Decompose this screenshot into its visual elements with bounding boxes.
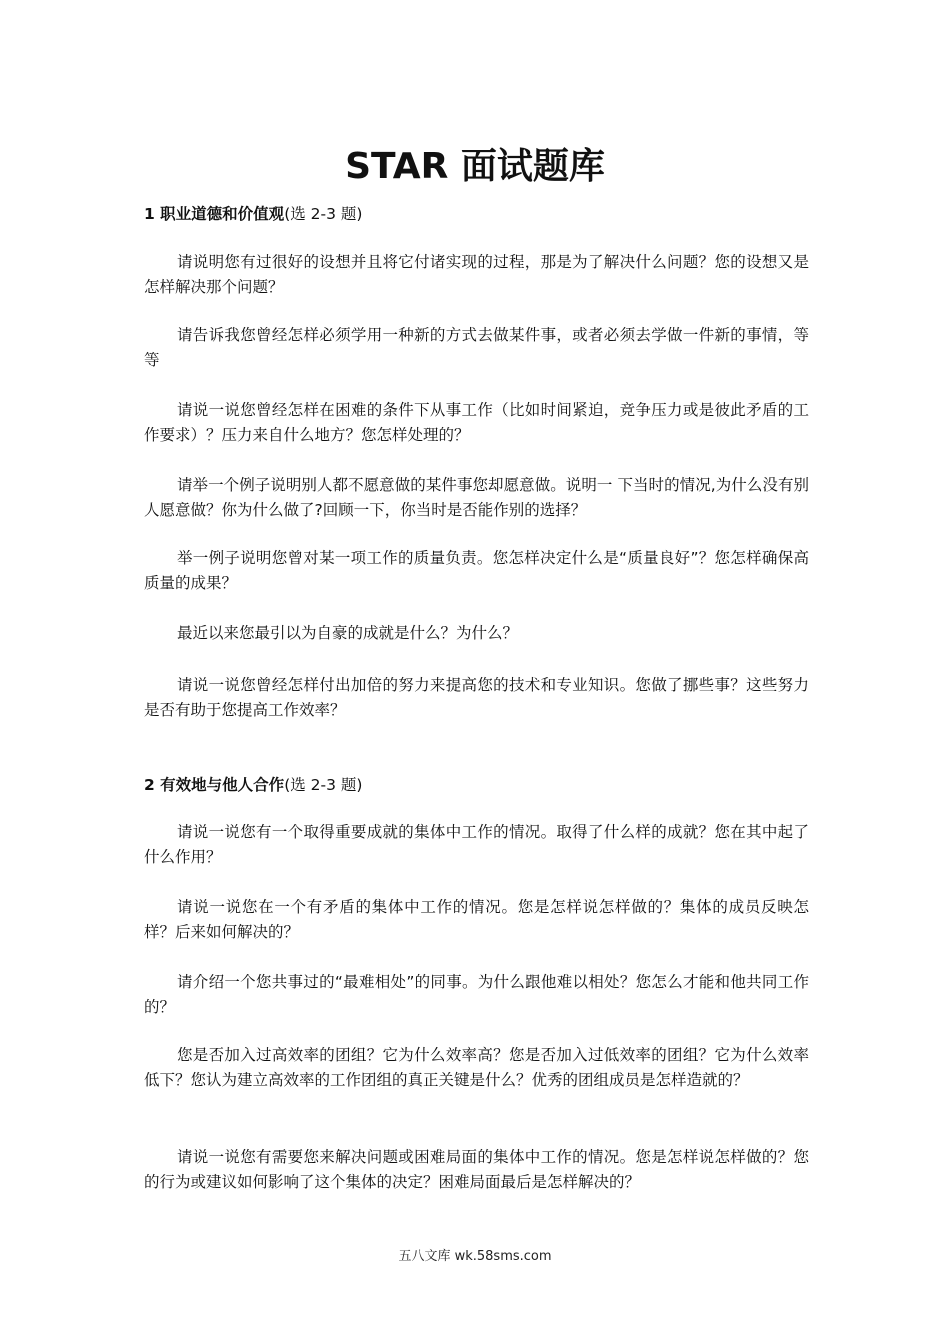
section-1-note: (选 2-3 题) xyxy=(284,205,363,223)
question-1-7: 请说一说您曾经怎样付出加倍的努力来提高您的技术和专业知识。您做了挪些事？这些努力是否有助于您提高工作效率？ xyxy=(144,676,809,719)
page-title: STAR 面试题库 xyxy=(345,146,605,187)
question-1-3: 请说一说您曾经怎样在困难的条件下从事工作（比如时间紧迫，竞争压力或是彼此矛盾的工作要求）？压力来自什么地方？您怎样处理的？ xyxy=(144,401,809,444)
section-2-heading xyxy=(144,773,362,795)
question-2-3: 请介绍一个您共事过的“最难相处”的同事。为什么跟他难以相处？您怎么才能和他共同工作的？ xyxy=(144,973,809,1016)
question-2-5: 请说一说您有需要您来解决问题或困难局面的集体中工作的情况。您是怎样说怎样做的？您的行为或建议如何影响了这个集体的决定？困难局面最后是怎样解决的？ xyxy=(144,1148,809,1191)
question-1-4: 请举一个例子说明别人都不愿意做的某件事您却愿意做。说明一 下当时的情况,为什么没有别人愿意做？你为什么做了?回顾一下，你当时是否能作别的选择？ xyxy=(144,476,809,519)
section-1-heading xyxy=(144,202,362,224)
section-2-note: (选 2-3 题) xyxy=(284,776,363,794)
question-2-2: 请说一说您在一个有矛盾的集体中工作的情况。您是怎样说怎样做的？集体的成员反映怎样？后来如何解决的？ xyxy=(144,898,809,941)
question-2-1: 请说一说您有一个取得重要成就的集体中工作的情况。取得了什么样的成就？您在其中起了什么作用？ xyxy=(144,823,809,866)
section-2-title: 2 有效地与他人合作 xyxy=(144,776,285,794)
question-2-4: 您是否加入过高效率的团组？它为什么效率高？您是否加入过低效率的团组？它为什么效率低下？您认为建立高效率的工作团组的真正关键是什么？优秀的团组成员是怎样造就的？ xyxy=(144,1046,809,1089)
question-1-2: 请告诉我您曾经怎样必须学用一种新的方式去做某件事，或者必须去学做一件新的事情，等等 xyxy=(144,326,809,369)
footer-watermark[interactable]: 五八文库 wk.58sms.com xyxy=(398,1249,552,1264)
section-1-title: 1 职业道德和价值观 xyxy=(144,205,285,223)
question-1-5: 举一例子说明您曾对某一项工作的质量负责。您怎样决定什么是“质量良好”？您怎样确保高质量的成果？ xyxy=(144,549,809,592)
question-1-6: 最近以来您最引以为自豪的成就是什么？为什么？ xyxy=(177,624,519,642)
question-1-1: 请说明您有过很好的设想并且将它付诸实现的过程，那是为了解决什么问题？您的设想又是怎样解决那个问题？ xyxy=(144,253,809,296)
